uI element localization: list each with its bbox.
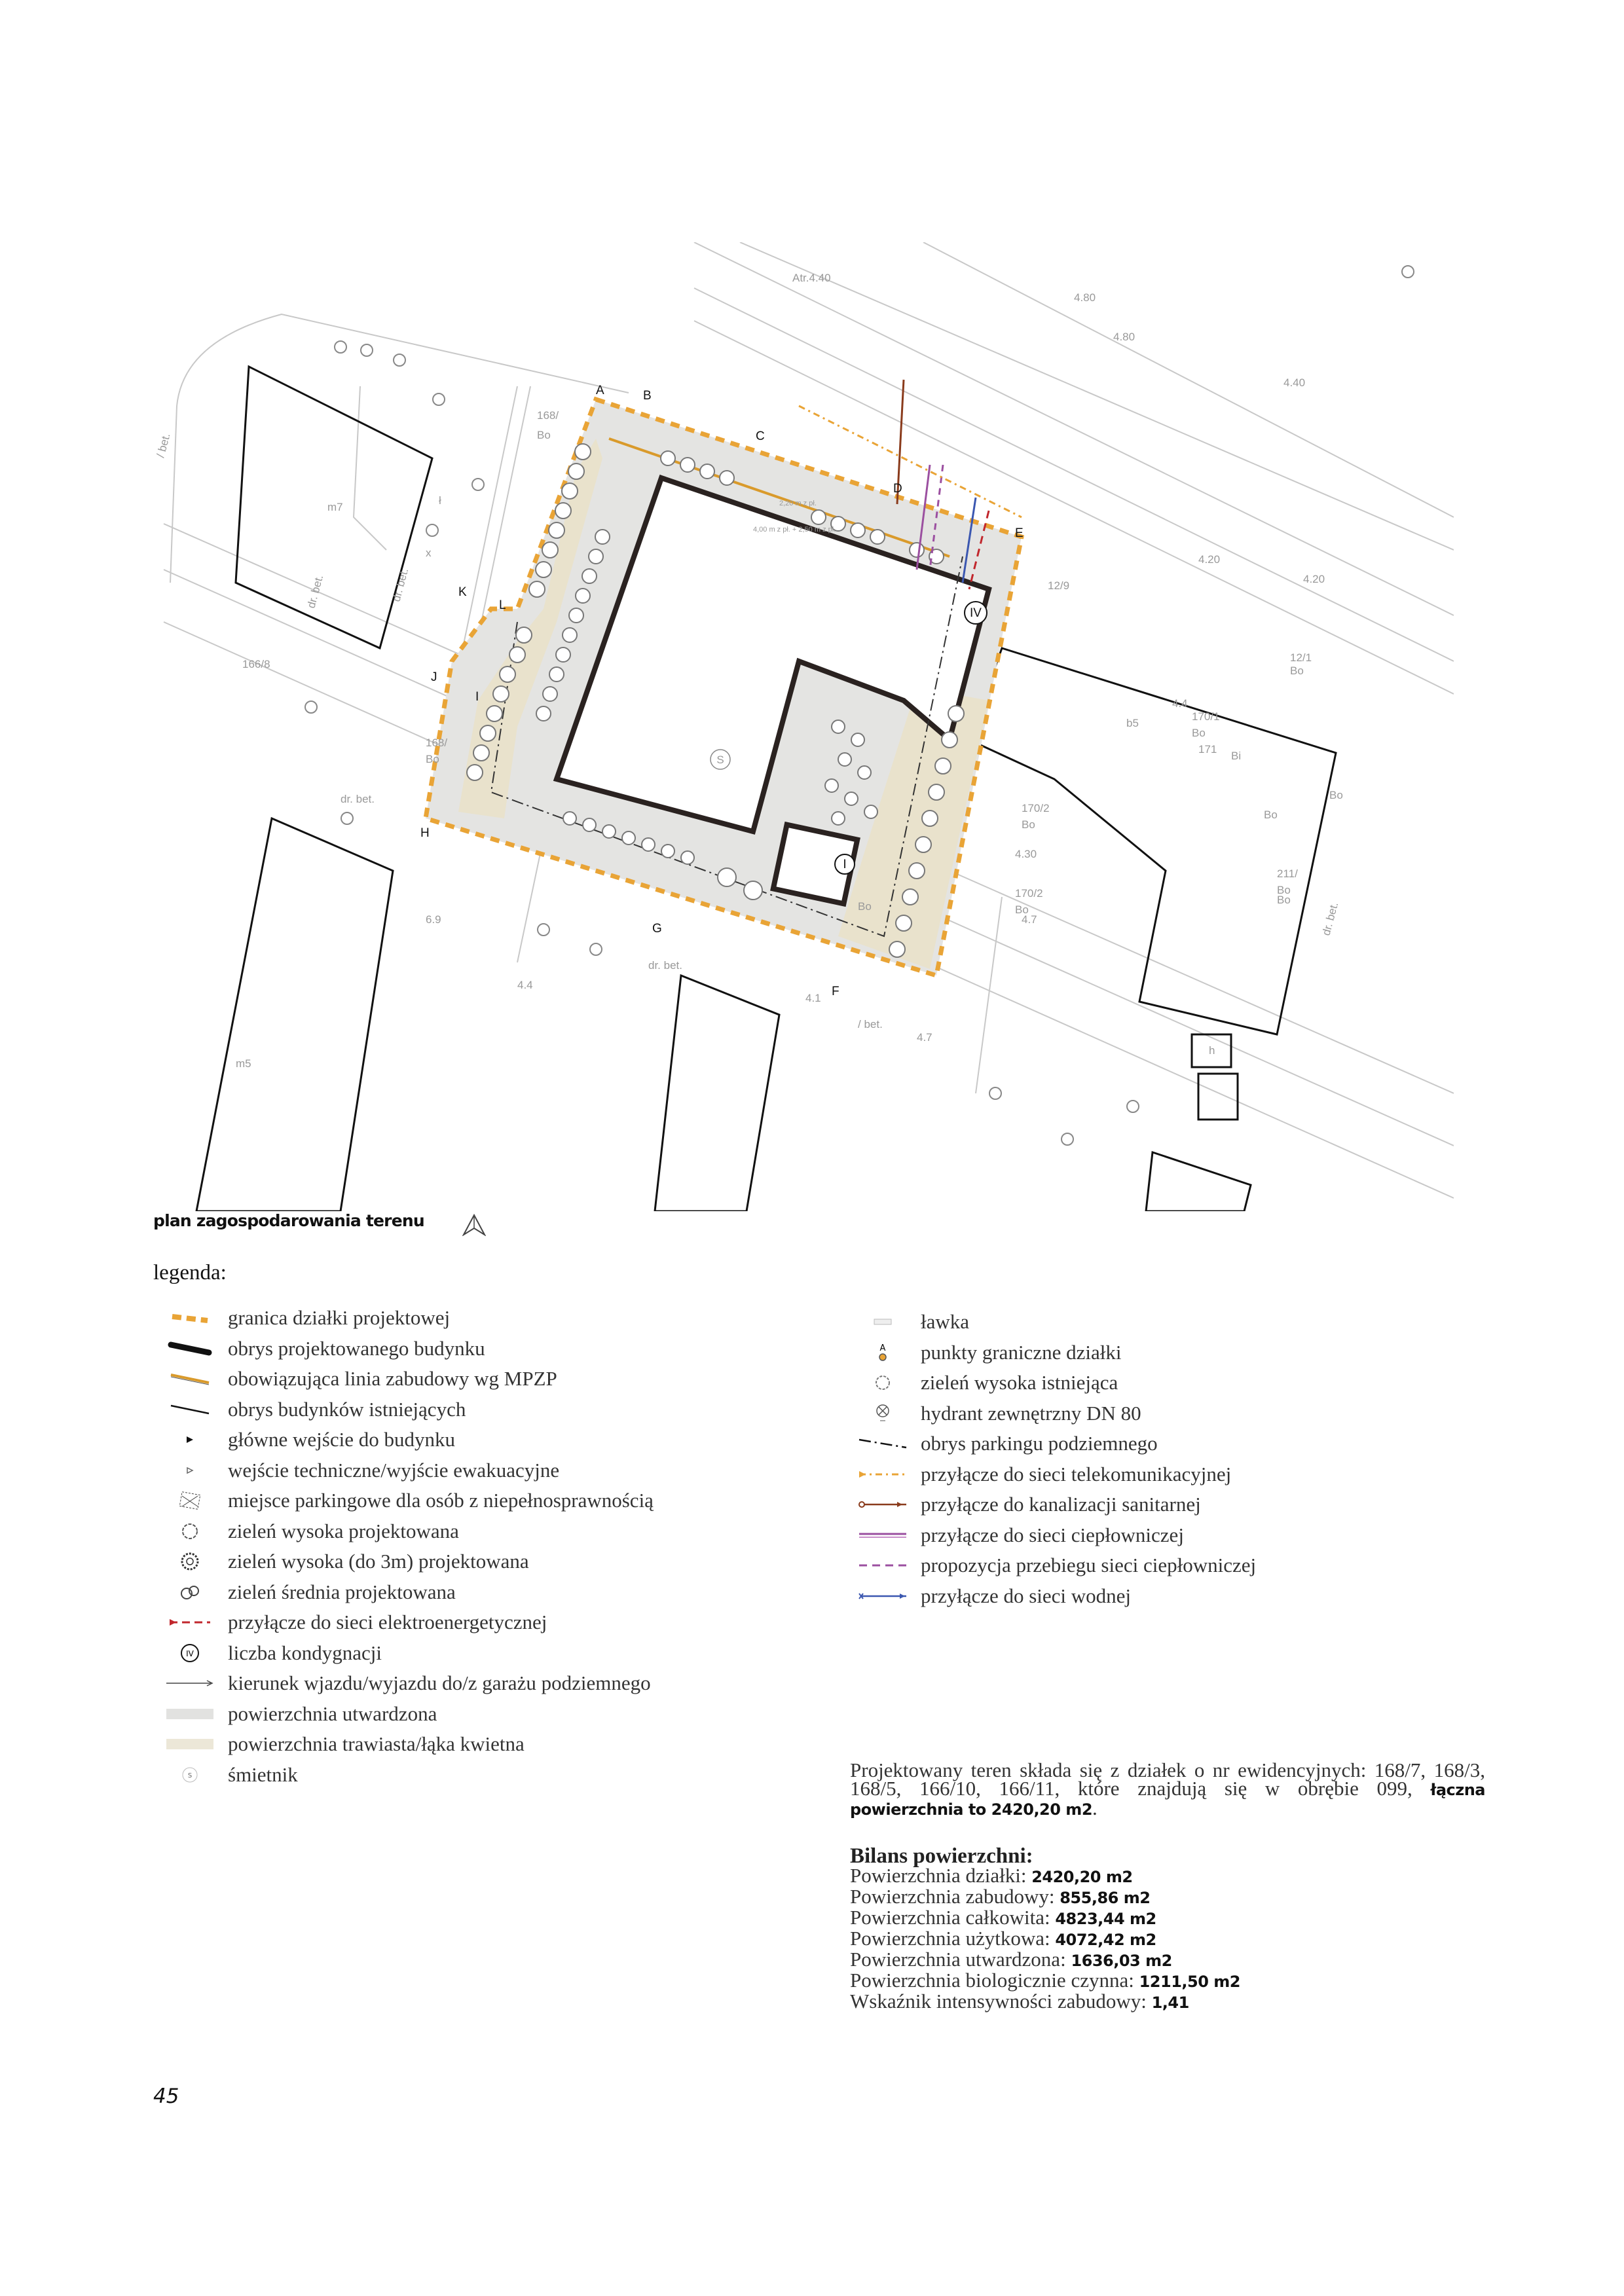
plan-title: plan zagospodarowania terenu (153, 1211, 424, 1230)
legend-label: zieleń wysoka (do 3m) projektowana (228, 1550, 529, 1573)
building-label-m7: m7 (327, 501, 343, 513)
misc-label-2: dr. bet. (390, 566, 411, 604)
existing-building-lower-middle (655, 975, 779, 1211)
legend-label: obowiązująca linia zabudowy wg MPZP (228, 1367, 557, 1391)
legend-item (152, 1516, 654, 1547)
legend-item (152, 1668, 654, 1699)
land-use-label-3: Bi (1231, 750, 1242, 762)
sewer-connection-icon (857, 1498, 909, 1511)
building-label-b5: b5 (1126, 717, 1139, 729)
legend-item (152, 1760, 654, 1791)
legend-item (845, 1307, 1256, 1338)
legend-label: punkty graniczne działki (921, 1340, 1122, 1364)
legend-item (845, 1489, 1256, 1520)
medium-greenery-icon (179, 1583, 201, 1601)
land-use-label-9: Bo (426, 753, 439, 765)
parcel-label-170-2-b: 170/2 (1015, 887, 1043, 900)
land-use-label-8: Bo (1277, 894, 1291, 906)
designed-building-icon (167, 1341, 213, 1357)
storey-marker-iv (965, 602, 987, 624)
plot-boundary-icon (167, 1311, 213, 1324)
misc-label-11: 4.20 (1303, 573, 1325, 585)
legend-label: przyłącze do kanalizacji sanitarnej (921, 1493, 1201, 1516)
parcel-label-12-1: 12/1 (1290, 651, 1312, 664)
trash-icon (180, 1765, 200, 1785)
building-label-l: ł (439, 494, 441, 507)
power-connection-icon (167, 1616, 213, 1629)
dimension-label-1: 2,20 m z pł. (779, 500, 817, 507)
legend-label: powierzchnia utwardzona (228, 1702, 437, 1725)
lawn-surface-icon (165, 1736, 215, 1752)
legend-item (152, 1455, 654, 1486)
boundary-point-g: G (652, 922, 662, 936)
project-plot (426, 399, 1022, 975)
balance-value: 2420,20 m2 (1031, 1868, 1133, 1886)
balance-label: Powierzchnia utwardzona: (850, 1948, 1066, 1971)
misc-label-16: 4.4 (517, 979, 533, 991)
misc-label-22: Bo (1264, 809, 1278, 821)
area-balance (850, 1846, 1240, 2013)
legend-left (152, 1303, 654, 1790)
tall-tree-3m-icon (179, 1551, 200, 1572)
legend-heading: legenda: (153, 1261, 227, 1285)
land-use-label-2: Bo (1192, 727, 1206, 739)
misc-label-1: dr. bet. (304, 573, 326, 610)
legend-label: ławka (921, 1310, 970, 1334)
parcels-description (850, 1758, 1485, 1819)
parcel-label-168-top: 168/ (537, 409, 559, 422)
legend-item (152, 1607, 654, 1638)
balance-label: Wskaźnik intensywności zabudowy: (850, 1990, 1147, 2013)
legend-item (845, 1338, 1256, 1368)
balance-row (850, 1971, 1240, 1992)
misc-label-5: dr. bet. (341, 793, 375, 805)
parcel-label-211: 211/ (1277, 867, 1298, 880)
misc-label-6: / bet. (858, 1018, 883, 1030)
land-use-label-6: Bo (1277, 884, 1291, 896)
legend-label: kierunek wjazdu/wyjazdu do/z garażu podziemnego (228, 1671, 651, 1695)
legend-item (152, 1577, 654, 1608)
land-use-label-7: Bo (1329, 789, 1343, 801)
parcel-label-170-2-a: 170/2 (1022, 802, 1050, 814)
legend-item (845, 1520, 1256, 1551)
balance-value: 1211,50 m2 (1139, 1973, 1240, 1991)
page-number: 45 (153, 2085, 179, 2108)
legend-right (845, 1307, 1256, 1611)
site-plan-map (151, 242, 1454, 1211)
misc-label-3: dr. bet. (648, 959, 682, 972)
legend-label: wejście techniczne/wyjście ewakuacyjne (228, 1458, 560, 1482)
boundary-point-f: F (832, 985, 840, 998)
legend-item (845, 1581, 1256, 1612)
balance-value: 1,41 (1151, 1994, 1189, 2012)
legend-label: powierzchnia trawiasta/łąka kwietna (228, 1732, 525, 1756)
legend-item (152, 1425, 654, 1455)
balance-value: 1636,03 m2 (1071, 1952, 1172, 1970)
misc-label-19: 4.4 (1172, 697, 1188, 710)
misc-label-7: / bet. (154, 431, 173, 460)
existing-building-b5 (969, 648, 1336, 1034)
balance-row (850, 1908, 1240, 1929)
heating-proposal-icon (857, 1559, 909, 1572)
storey-marker-i (835, 854, 855, 874)
legend-label: granica działki projektowej (228, 1306, 451, 1330)
misc-label-14: 4.7 (1022, 913, 1037, 926)
boundary-point-i: I (475, 690, 479, 704)
existing-tree-icon (873, 1373, 893, 1393)
existing-small-building-2 (1198, 1074, 1238, 1120)
legend-label: miejsce parkingowe dla osób z niepełnosprawnością (228, 1489, 654, 1512)
tall-tree-icon (180, 1522, 200, 1541)
boundary-point-e: E (1015, 526, 1024, 540)
legend-label: przyłącze do sieci elektroenergetycznej (228, 1611, 547, 1634)
legend-label: zieleń wysoka projektowana (228, 1519, 459, 1542)
building-label-m5: m5 (236, 1057, 251, 1070)
technical-entrance-icon (183, 1464, 196, 1477)
land-use-label-10: Bo (1290, 665, 1304, 677)
balance-value: 4072,42 m2 (1055, 1931, 1156, 1949)
legend-label: główne wejście do budynku (228, 1428, 455, 1451)
misc-label-8: Atr.4.40 (792, 272, 831, 284)
legend-item (152, 1303, 654, 1334)
misc-label-4: dr. bet. (1320, 900, 1341, 938)
balance-value: 4823,44 m2 (1055, 1910, 1156, 1928)
misc-label-18: 4.80 (1113, 331, 1135, 343)
existing-building-lower-left (196, 818, 393, 1211)
boundary-point-a: A (596, 384, 604, 397)
garage-direction-icon (164, 1677, 216, 1690)
balance-label: Powierzchnia całkowita: (850, 1906, 1050, 1929)
legend-item (845, 1550, 1256, 1581)
storey-count-icon (179, 1642, 201, 1664)
heating-connection-icon (857, 1529, 909, 1542)
legend-label: hydrant zewnętrzny DN 80 (921, 1401, 1141, 1425)
legend-label: obrys budynków istniejących (228, 1397, 466, 1421)
legend-label: śmietnik (228, 1762, 298, 1786)
land-use-label-5: Bo (1015, 903, 1029, 916)
legend-label: obrys projektowanego budynku (228, 1336, 485, 1360)
balance-row (850, 1992, 1240, 2013)
balance-label: Powierzchnia biologicznie czynna: (850, 1969, 1134, 1992)
misc-label-12: 4.20 (1198, 553, 1221, 566)
legend-label: przyłącze do sieci telekomunikacyjnej (921, 1462, 1232, 1485)
misc-label-10: 4.40 (1283, 376, 1306, 389)
legend-label: przyłącze do sieci wodnej (921, 1584, 1132, 1607)
main-entrance-icon (183, 1433, 196, 1446)
parcels-text: Projektowany teren składa się z działek o nr ewidencyjnych: 168/7, 168/3, 168/5, 166/10, 166/11, które znajdują się w obrębie 099, (850, 1758, 1485, 1800)
legend-label: zieleń średnia projektowana (228, 1580, 456, 1603)
parcel-label-166-8: 166/8 (242, 658, 270, 670)
hydrant-icon (873, 1402, 893, 1425)
legend-item (845, 1429, 1256, 1459)
misc-label-9: 4.80 (1074, 291, 1096, 304)
disabled-parking-icon (178, 1491, 202, 1510)
storey-label-i: I (843, 858, 847, 871)
parcels-total-area: łączna powierzchnia to 2420,20 m2 (850, 1781, 1485, 1819)
misc-label-20: 6.9 (426, 913, 441, 926)
boundary-point-k: K (458, 585, 467, 599)
parcel-label-12-9: 12/9 (1048, 579, 1070, 592)
land-use-label-4: Bo (1022, 818, 1035, 831)
water-connection-icon (857, 1590, 909, 1603)
boundary-point-d: D (893, 482, 902, 496)
parcels-suffix: . (1092, 1796, 1098, 1819)
balance-row (850, 1929, 1240, 1950)
parcel-label-171: 171 (1198, 743, 1217, 756)
trash-marker (710, 750, 730, 769)
parcel-label-168-left: 168/ (426, 737, 448, 749)
legend-label: zieleń wysoka istniejąca (921, 1371, 1118, 1394)
building-line-icon (167, 1371, 213, 1387)
balance-heading: Bilans powierzchni: (850, 1844, 1033, 1868)
legend-item (152, 1334, 654, 1364)
balance-label: Powierzchnia działki: (850, 1864, 1027, 1887)
existing-building-lower-right (1146, 1152, 1251, 1211)
legend-label: propozycja przebiegu sieci ciepłowniczej (921, 1554, 1257, 1577)
underground-parking-icon (857, 1436, 909, 1451)
balance-row (850, 1866, 1240, 1887)
boundary-point-j: J (431, 670, 437, 684)
misc-label-21: Bo (858, 900, 872, 913)
balance-row (850, 1887, 1240, 1908)
parcel-label-170-1: 170/1 (1192, 710, 1220, 723)
boundary-point-b: B (643, 389, 652, 403)
legend-item (152, 1638, 654, 1669)
misc-label-13: 4.30 (1015, 848, 1037, 860)
dimension-label-2: 4,00 m z pł. + 2,50 m z pł. (753, 526, 836, 534)
telecom-connection-icon (857, 1468, 909, 1481)
site-plan-drawing (151, 242, 1454, 1211)
boundary-point-h: H (420, 826, 430, 840)
svg-text:S: S (187, 1772, 193, 1779)
boundary-point-icon (873, 1341, 893, 1364)
balance-label: Powierzchnia użytkowa: (850, 1927, 1050, 1950)
svg-text:A: A (879, 1343, 886, 1353)
legend-item (845, 1459, 1256, 1490)
building-label-x: x (426, 547, 432, 559)
building-label-h: h (1209, 1044, 1215, 1057)
misc-label-17: 4.1 (805, 992, 821, 1004)
misc-label-15: 4.7 (917, 1031, 932, 1044)
svg-text:IV: IV (186, 1649, 194, 1658)
land-use-label-1: Bo (537, 429, 551, 441)
legend-item (152, 1729, 654, 1760)
balance-value: 855,86 m2 (1060, 1889, 1151, 1907)
trash-label: S (716, 754, 724, 766)
legend-label: obrys parkingu podziemnego (921, 1432, 1158, 1455)
legend-item (152, 1485, 654, 1516)
legend-label: przyłącze do sieci ciepłowniczej (921, 1523, 1184, 1546)
balance-label: Powierzchnia zabudowy: (850, 1885, 1055, 1908)
existing-building-icon (167, 1402, 213, 1417)
balance-row (850, 1950, 1240, 1971)
bench-icon (873, 1317, 893, 1326)
legend-item (152, 1364, 654, 1394)
storey-label-iv: IV (970, 606, 982, 620)
legend-item (152, 1699, 654, 1730)
legend-item (845, 1398, 1256, 1429)
legend-item (152, 1546, 654, 1577)
legend-item (845, 1368, 1256, 1398)
boundary-point-c: C (756, 429, 765, 443)
boundary-point-l: L (499, 598, 506, 612)
legend-label: liczba kondygnacji (228, 1641, 382, 1664)
north-arrow-icon (462, 1214, 486, 1236)
legend-item (152, 1394, 654, 1425)
paved-surface-icon (165, 1706, 215, 1722)
